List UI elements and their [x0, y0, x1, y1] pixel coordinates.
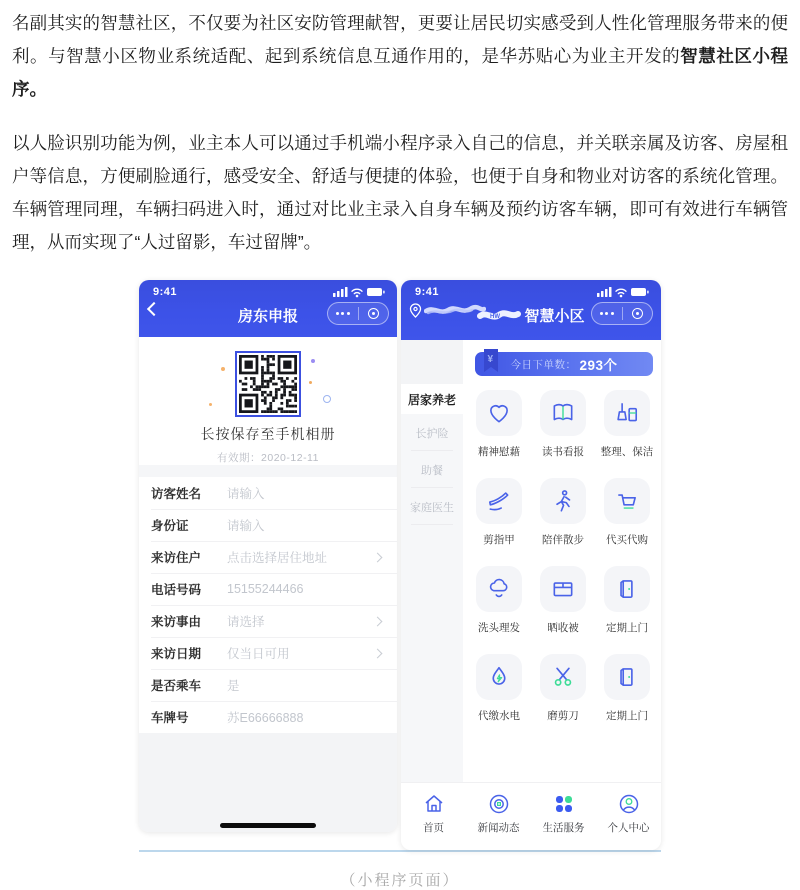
- service-label: 定期上门: [605, 710, 648, 722]
- service-item[interactable]: [467, 566, 531, 635]
- left-phone-header: [139, 280, 397, 337]
- field-value[interactable]: 15155244466: [227, 582, 304, 596]
- field-placeholder[interactable]: 请输入: [227, 519, 265, 533]
- form-row-plate-number[interactable]: [139, 701, 397, 733]
- home-icon: [422, 792, 446, 816]
- tab-news[interactable]: 新闻动态: [466, 792, 531, 850]
- services-panel: [463, 340, 661, 782]
- form-row-phone-number[interactable]: [139, 573, 397, 605]
- decor-ring: [323, 395, 331, 403]
- decor-dot: [309, 381, 312, 384]
- more-menu-icon[interactable]: [328, 312, 358, 315]
- visitor-form: [139, 477, 397, 733]
- field-placeholder[interactable]: 仅当日可用: [227, 647, 290, 661]
- qr-caption: 长按保存至手机相册: [200, 426, 336, 442]
- banner-value: 293个: [579, 358, 618, 373]
- banner-label: 今日下单数：: [510, 358, 577, 371]
- heart-icon: [476, 390, 522, 436]
- qr-code[interactable]: [235, 351, 301, 417]
- service-label: 读书看报: [541, 446, 584, 458]
- form-row-visiting-household[interactable]: [139, 541, 397, 573]
- service-label: 晒收被: [547, 622, 579, 634]
- redacted-location-text: [424, 304, 486, 318]
- left-phone-footer: [139, 733, 397, 832]
- service-item[interactable]: [531, 654, 595, 723]
- field-label: 车牌号: [151, 711, 189, 725]
- sidebar-item-family-doctor[interactable]: 家庭医生: [401, 488, 463, 525]
- more-menu-icon[interactable]: [592, 312, 622, 315]
- walking-icon: [540, 478, 586, 524]
- miniprogram-capsule[interactable]: [591, 302, 653, 325]
- profile-icon: [617, 792, 641, 816]
- sidebar-spacer: [401, 340, 463, 384]
- field-label: 身份证: [151, 519, 189, 533]
- door-icon: [604, 566, 650, 612]
- shopping-cart-icon: [604, 478, 650, 524]
- service-label: 洗头理发: [477, 622, 520, 634]
- status-icons: [597, 286, 649, 298]
- service-label: 代买代购: [605, 534, 648, 546]
- form-row-by-car[interactable]: [139, 669, 397, 701]
- decor-dot: [221, 367, 225, 371]
- svg-text:¥: ¥: [487, 354, 494, 365]
- quilt-icon: [540, 566, 586, 612]
- home-indicator: [220, 823, 316, 828]
- paragraph-1-bold: 智慧社区小程序。: [12, 46, 789, 99]
- form-row-visitor-name[interactable]: [139, 477, 397, 509]
- sidebar-item-longterm-insurance[interactable]: 长护险: [401, 414, 463, 451]
- status-time: 9:41: [415, 285, 440, 298]
- field-label: 是否乘车: [151, 679, 202, 693]
- field-value[interactable]: 是: [227, 679, 240, 693]
- right-phone-body: [401, 340, 661, 782]
- field-label: 访客姓名: [151, 487, 202, 501]
- page-title-text: 智慧小区: [524, 307, 585, 325]
- service-item[interactable]: [531, 390, 595, 459]
- page-title: [477, 305, 584, 326]
- form-row-visit-date[interactable]: [139, 637, 397, 669]
- service-item[interactable]: [595, 478, 659, 547]
- tab-profile[interactable]: 个人中心: [596, 792, 661, 850]
- status-icons: [333, 286, 385, 298]
- back-icon[interactable]: [147, 302, 161, 316]
- qr-validity: 有效期：2020-12-11: [217, 452, 319, 464]
- smart-community-screen: [401, 280, 661, 850]
- location-pin-icon[interactable]: [409, 303, 422, 318]
- field-placeholder[interactable]: 点击选择居住地址: [227, 551, 328, 565]
- paragraph-1: [12, 7, 788, 106]
- figure-caption: （小程序页面）: [340, 872, 460, 889]
- field-placeholder[interactable]: 请选择: [227, 615, 265, 629]
- tab-life-services[interactable]: 生活服务: [531, 792, 596, 850]
- field-label: 来访日期: [151, 647, 202, 661]
- service-item[interactable]: [531, 478, 595, 547]
- life-services-icon: [552, 792, 576, 816]
- scissors-icon: [540, 654, 586, 700]
- field-label: 电话号码: [151, 583, 202, 597]
- field-placeholder[interactable]: 请输入: [227, 487, 265, 501]
- book-icon: [540, 390, 586, 436]
- sidebar-item-home-elderly-care[interactable]: 居家养老: [401, 384, 463, 414]
- daily-orders-banner[interactable]: [475, 352, 653, 376]
- service-item[interactable]: [467, 654, 531, 723]
- form-row-id-card[interactable]: [139, 509, 397, 541]
- water-drop-icon: [476, 654, 522, 700]
- close-circle-icon[interactable]: [623, 308, 653, 319]
- article: [0, 0, 800, 259]
- service-item[interactable]: [467, 390, 531, 459]
- nail-clipper-icon: [476, 478, 522, 524]
- section-divider: [139, 465, 397, 477]
- category-sidebar: [401, 340, 463, 782]
- svg-text:HW: HW: [490, 313, 501, 320]
- door-icon: [604, 654, 650, 700]
- nav-bar: [139, 298, 397, 332]
- figure-divider-line: [139, 850, 661, 852]
- service-item[interactable]: [531, 566, 595, 635]
- chevron-right-icon: [373, 648, 383, 658]
- service-item[interactable]: [595, 654, 659, 723]
- paragraph-1-text: 名副其实的智慧社区，不仅要为社区安防管理献智，更要让居民切实感受到人性化管理服务带来的便利。与智慧小区物业系统适配、起到系统信息互通作用的，是华苏贴心为业主开发的: [12, 13, 788, 66]
- status-bar: [401, 280, 661, 298]
- service-label: 定期上门: [605, 622, 648, 634]
- form-row-visit-reason[interactable]: [139, 605, 397, 637]
- right-phone-header: [401, 280, 661, 340]
- close-circle-icon[interactable]: [359, 308, 389, 319]
- field-label: 来访住户: [151, 551, 202, 565]
- decor-dot: [311, 359, 315, 363]
- services-grid: [463, 376, 661, 742]
- service-item[interactable]: [595, 390, 659, 459]
- service-label: 磨剪刀: [547, 710, 579, 722]
- status-bar: [139, 280, 397, 298]
- decor-dot: [209, 403, 212, 406]
- bottom-tab-bar: [401, 782, 661, 850]
- qr-section: [139, 337, 397, 465]
- status-time: 9:41: [153, 285, 178, 298]
- miniprogram-screenshots: [0, 280, 800, 890]
- chevron-right-icon: [373, 552, 383, 562]
- service-label: 剪指甲: [483, 534, 515, 546]
- yuan-badge-icon: [483, 349, 499, 376]
- news-icon: [487, 792, 511, 816]
- service-item[interactable]: [595, 566, 659, 635]
- tab-home[interactable]: 首页: [401, 792, 466, 850]
- haircut-icon: [476, 566, 522, 612]
- field-label: 来访事由: [151, 615, 202, 629]
- paragraph-2: 以人脸识别功能为例，业主本人可以通过手机端小程序录入自己的信息，并关联亲属及访客、房屋租户等信息，方便刷脸通行，感受安全、舒适与便捷的体验，也便于自身和物业对访客的系统化管理。车辆管理同理，车辆扫码进入时，通过对比业主录入自身车辆及预约访客车辆，即可有效进行车辆管理，从而实现了“人过留影，车过留牌”。: [12, 133, 788, 252]
- service-label: 陪伴散步: [541, 534, 584, 546]
- cleaning-icon: [604, 390, 650, 436]
- page-title: 房东申报: [237, 307, 298, 325]
- service-item[interactable]: [467, 478, 531, 547]
- sidebar-item-meal-assistance[interactable]: 助餐: [401, 451, 463, 488]
- service-label: 精神慰藉: [477, 446, 520, 458]
- service-label: 整理、保洁: [600, 446, 654, 458]
- chevron-right-icon: [373, 616, 383, 626]
- field-value[interactable]: 苏E66666888: [227, 711, 304, 725]
- landlord-declaration-screen: [139, 280, 397, 832]
- nav-bar: [401, 298, 661, 332]
- service-label: 代缴水电: [477, 710, 520, 722]
- miniprogram-capsule[interactable]: [327, 302, 389, 325]
